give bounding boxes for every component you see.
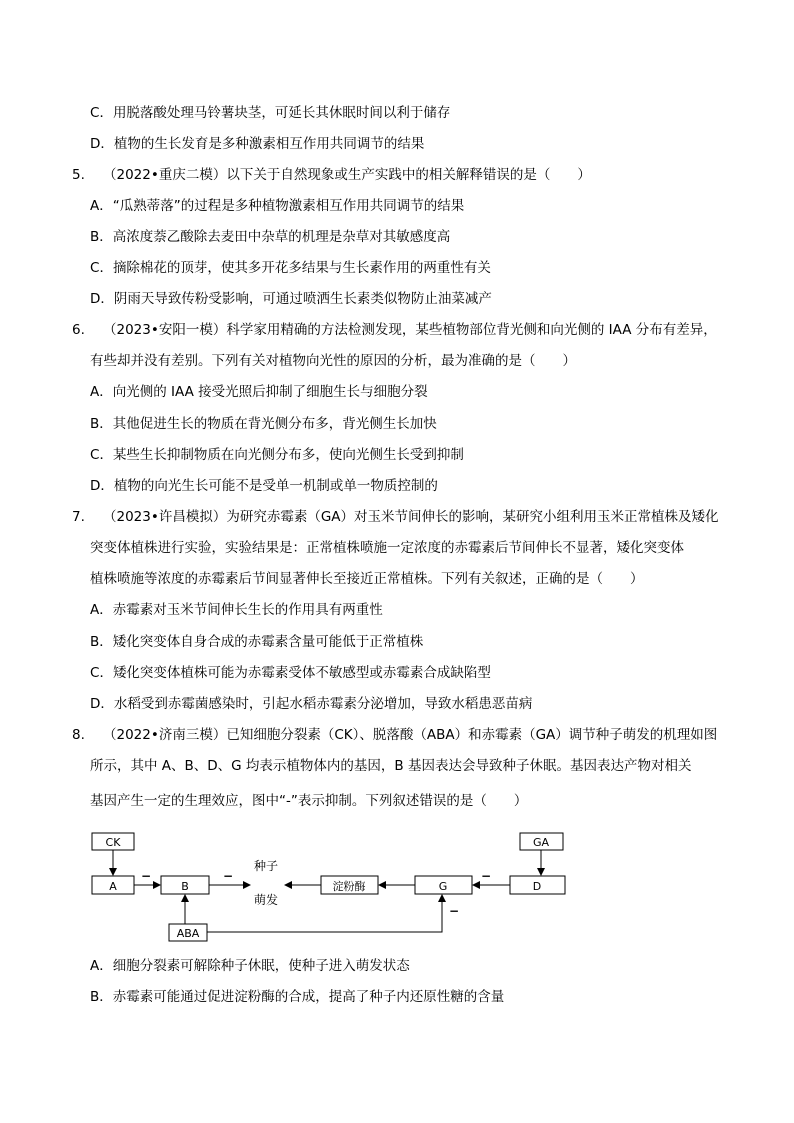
q8-number: 8.: [72, 727, 85, 743]
q4-option-d: D．植物的生长发育是多种激素相互作用共同调节的结果: [90, 136, 425, 152]
arrow-aba-to-g: [207, 895, 442, 932]
q6-option-b: B．其他促进生长的物质在背光侧分布多，背光侧生长加快: [90, 416, 437, 432]
option-text: 赤霉素对玉米节间伸长生长的作用具有两重性: [112, 602, 383, 618]
germination-regulation-diagram: [80, 822, 580, 947]
option-key: A: [90, 384, 100, 400]
option-key: B: [90, 989, 100, 1005]
q6-option-a: A．向光侧的 IAA 接受光照后抑制了细胞生长与细胞分裂: [90, 384, 428, 400]
label-ck: CK: [105, 836, 121, 849]
q7-option-a: A．赤霉素对玉米节间伸长生长的作用具有两重性: [90, 602, 383, 618]
minus-d-g: −: [480, 869, 492, 883]
q6-stem-line-1: （2023•安阳一模）科学家用精确的方法检测发现，某些植物部位背光侧和向光侧的 IAA 分布有差异，: [103, 322, 717, 338]
q7-option-b: B．矮化突变体自身合成的赤霉素含量可能低于正常植株: [90, 634, 424, 650]
option-text: 矮化突变体自身合成的赤霉素含量可能低于正常植株: [112, 634, 424, 650]
q7-stem-line-3: 植株喷施等浓度的赤霉素后节间显著伸长至接近正常植株。下列有关叙述，正确的是（ ）: [90, 571, 644, 587]
option-text: 赤霉素可能通过促进淀粉酶的合成，提高了种子内还原性糖的含量: [112, 989, 505, 1005]
option-text: 某些生长抑制物质在向光侧分布多，使向光侧生长受到抑制: [112, 447, 464, 463]
q8-stem-line-3: 基因产生一定的生理效应，图中“-”表示抑制。下列叙述错误的是（ ）: [90, 793, 528, 809]
option-key: A: [90, 198, 100, 214]
label-germination: 萌发: [253, 893, 279, 907]
q5-stem: （2022•重庆二模）以下关于自然现象或生产实践中的相关解释错误的是（ ）: [103, 167, 591, 183]
option-text: 植物的向光生长可能不是受单一机制或单一物质控制的: [113, 478, 438, 494]
option-key: D: [90, 136, 101, 152]
option-text: 植物的生长发育是多种激素相互作用共同调节的结果: [113, 136, 425, 152]
option-key: C: [90, 105, 100, 121]
option-text: 高浓度萘乙酸除去麦田中杂草的机理是杂草对其敏感度高: [112, 229, 451, 245]
label-b: B: [181, 880, 189, 893]
q6-option-d: D．植物的向光生长可能不是受单一机制或单一物质控制的: [90, 478, 438, 494]
label-ga: GA: [532, 836, 550, 849]
q7-stem-line-2: 突变体植株进行实验，实验结果是：正常植株喷施一定浓度的赤霉素后节间伸长不显著，矮化突变体: [90, 540, 684, 556]
label-d: D: [532, 880, 542, 893]
q6-stem-line-2: 有些却并没有差别。下列有关对植物向光性的原因的分析，最为准确的是（ ）: [90, 353, 576, 369]
label-g: G: [438, 880, 448, 893]
q7-number: 7.: [72, 509, 85, 525]
option-text: 向光侧的 IAA 接受光照后抑制了细胞生长与细胞分裂: [112, 384, 428, 400]
q5-number: 5.: [72, 167, 85, 183]
option-key: C: [90, 665, 100, 681]
q5-option-b: B．高浓度萘乙酸除去麦田中杂草的机理是杂草对其敏感度高: [90, 229, 451, 245]
option-key: C: [90, 447, 100, 463]
label-a: A: [109, 880, 117, 893]
option-text: 阴雨天导致传粉受影响，可通过喷洒生长素类似物防止油菜减产: [113, 291, 492, 307]
q4-option-c: C．用脱落酸处理马铃薯块茎，可延长其休眠时间以利于储存: [90, 105, 451, 121]
option-key: D: [90, 291, 101, 307]
option-text: 细胞分裂素可解除种子休眠，使种子进入萌发状态: [112, 958, 410, 974]
q7-option-c: C．矮化突变体植株可能为赤霉素受体不敏感型或赤霉素合成缺陷型: [90, 665, 491, 681]
q5-option-c: C．摘除棉花的顶芽，使其多开花多结果与生长素作用的两重性有关: [90, 260, 491, 276]
minus-b-germination: −: [222, 869, 234, 883]
option-key: D: [90, 696, 101, 712]
option-text: “瓜熟蒂落”的过程是多种植物激素相互作用共同调节的结果: [112, 198, 465, 214]
option-key: A: [90, 958, 100, 974]
minus-a-b: −: [140, 869, 152, 883]
option-text: 摘除棉花的顶芽，使其多开花多结果与生长素作用的两重性有关: [112, 260, 491, 276]
q8-stem-line-2: 所示，其中 A、B、D、G 均表示植物体内的基因，B 基因表达会导致种子休眠。基因表达产物对相关: [90, 758, 692, 774]
q5-option-d: D．阴雨天导致传粉受影响，可通过喷洒生长素类似物防止油菜减产: [90, 291, 492, 307]
q8-option-b: B．赤霉素可能通过促进淀粉酶的合成，提高了种子内还原性糖的含量: [90, 989, 505, 1005]
label-amylase: 淀粉酶: [332, 880, 366, 893]
option-key: B: [90, 416, 100, 432]
option-key: C: [90, 260, 100, 276]
q6-option-c: C．某些生长抑制物质在向光侧分布多，使向光侧生长受到抑制: [90, 447, 464, 463]
option-text: 水稻受到赤霉菌感染时，引起水稻赤霉素分泌增加，导致水稻患恶苗病: [113, 696, 533, 712]
label-seed: 种子: [253, 859, 279, 873]
q8-stem-line-1: （2022•济南三模）已知细胞分裂素（CK）、脱落酸（ABA）和赤霉素（GA）调节种子萌发的机理如图: [103, 727, 718, 743]
option-key: D: [90, 478, 101, 494]
q6-number: 6.: [72, 322, 85, 338]
q8-option-a: A．细胞分裂素可解除种子休眠，使种子进入萌发状态: [90, 958, 410, 974]
minus-aba-g: −: [448, 904, 460, 918]
option-text: 用脱落酸处理马铃薯块茎，可延长其休眠时间以利于储存: [112, 105, 451, 121]
option-key: B: [90, 229, 100, 245]
option-key: B: [90, 634, 100, 650]
option-text: 其他促进生长的物质在背光侧分布多，背光侧生长加快: [112, 416, 437, 432]
option-text: 矮化突变体植株可能为赤霉素受体不敏感型或赤霉素合成缺陷型: [112, 665, 491, 681]
label-aba: ABA: [176, 927, 200, 940]
option-key: A: [90, 602, 100, 618]
q7-stem-line-1: （2023•许昌模拟）为研究赤霉素（GA）对玉米节间伸长的影响，某研究小组利用玉米正常植株及矮化: [103, 509, 719, 525]
q5-option-a: A．“瓜熟蒂落”的过程是多种植物激素相互作用共同调节的结果: [90, 198, 465, 214]
q7-option-d: D．水稻受到赤霉菌感染时，引起水稻赤霉素分泌增加，导致水稻患恶苗病: [90, 696, 533, 712]
